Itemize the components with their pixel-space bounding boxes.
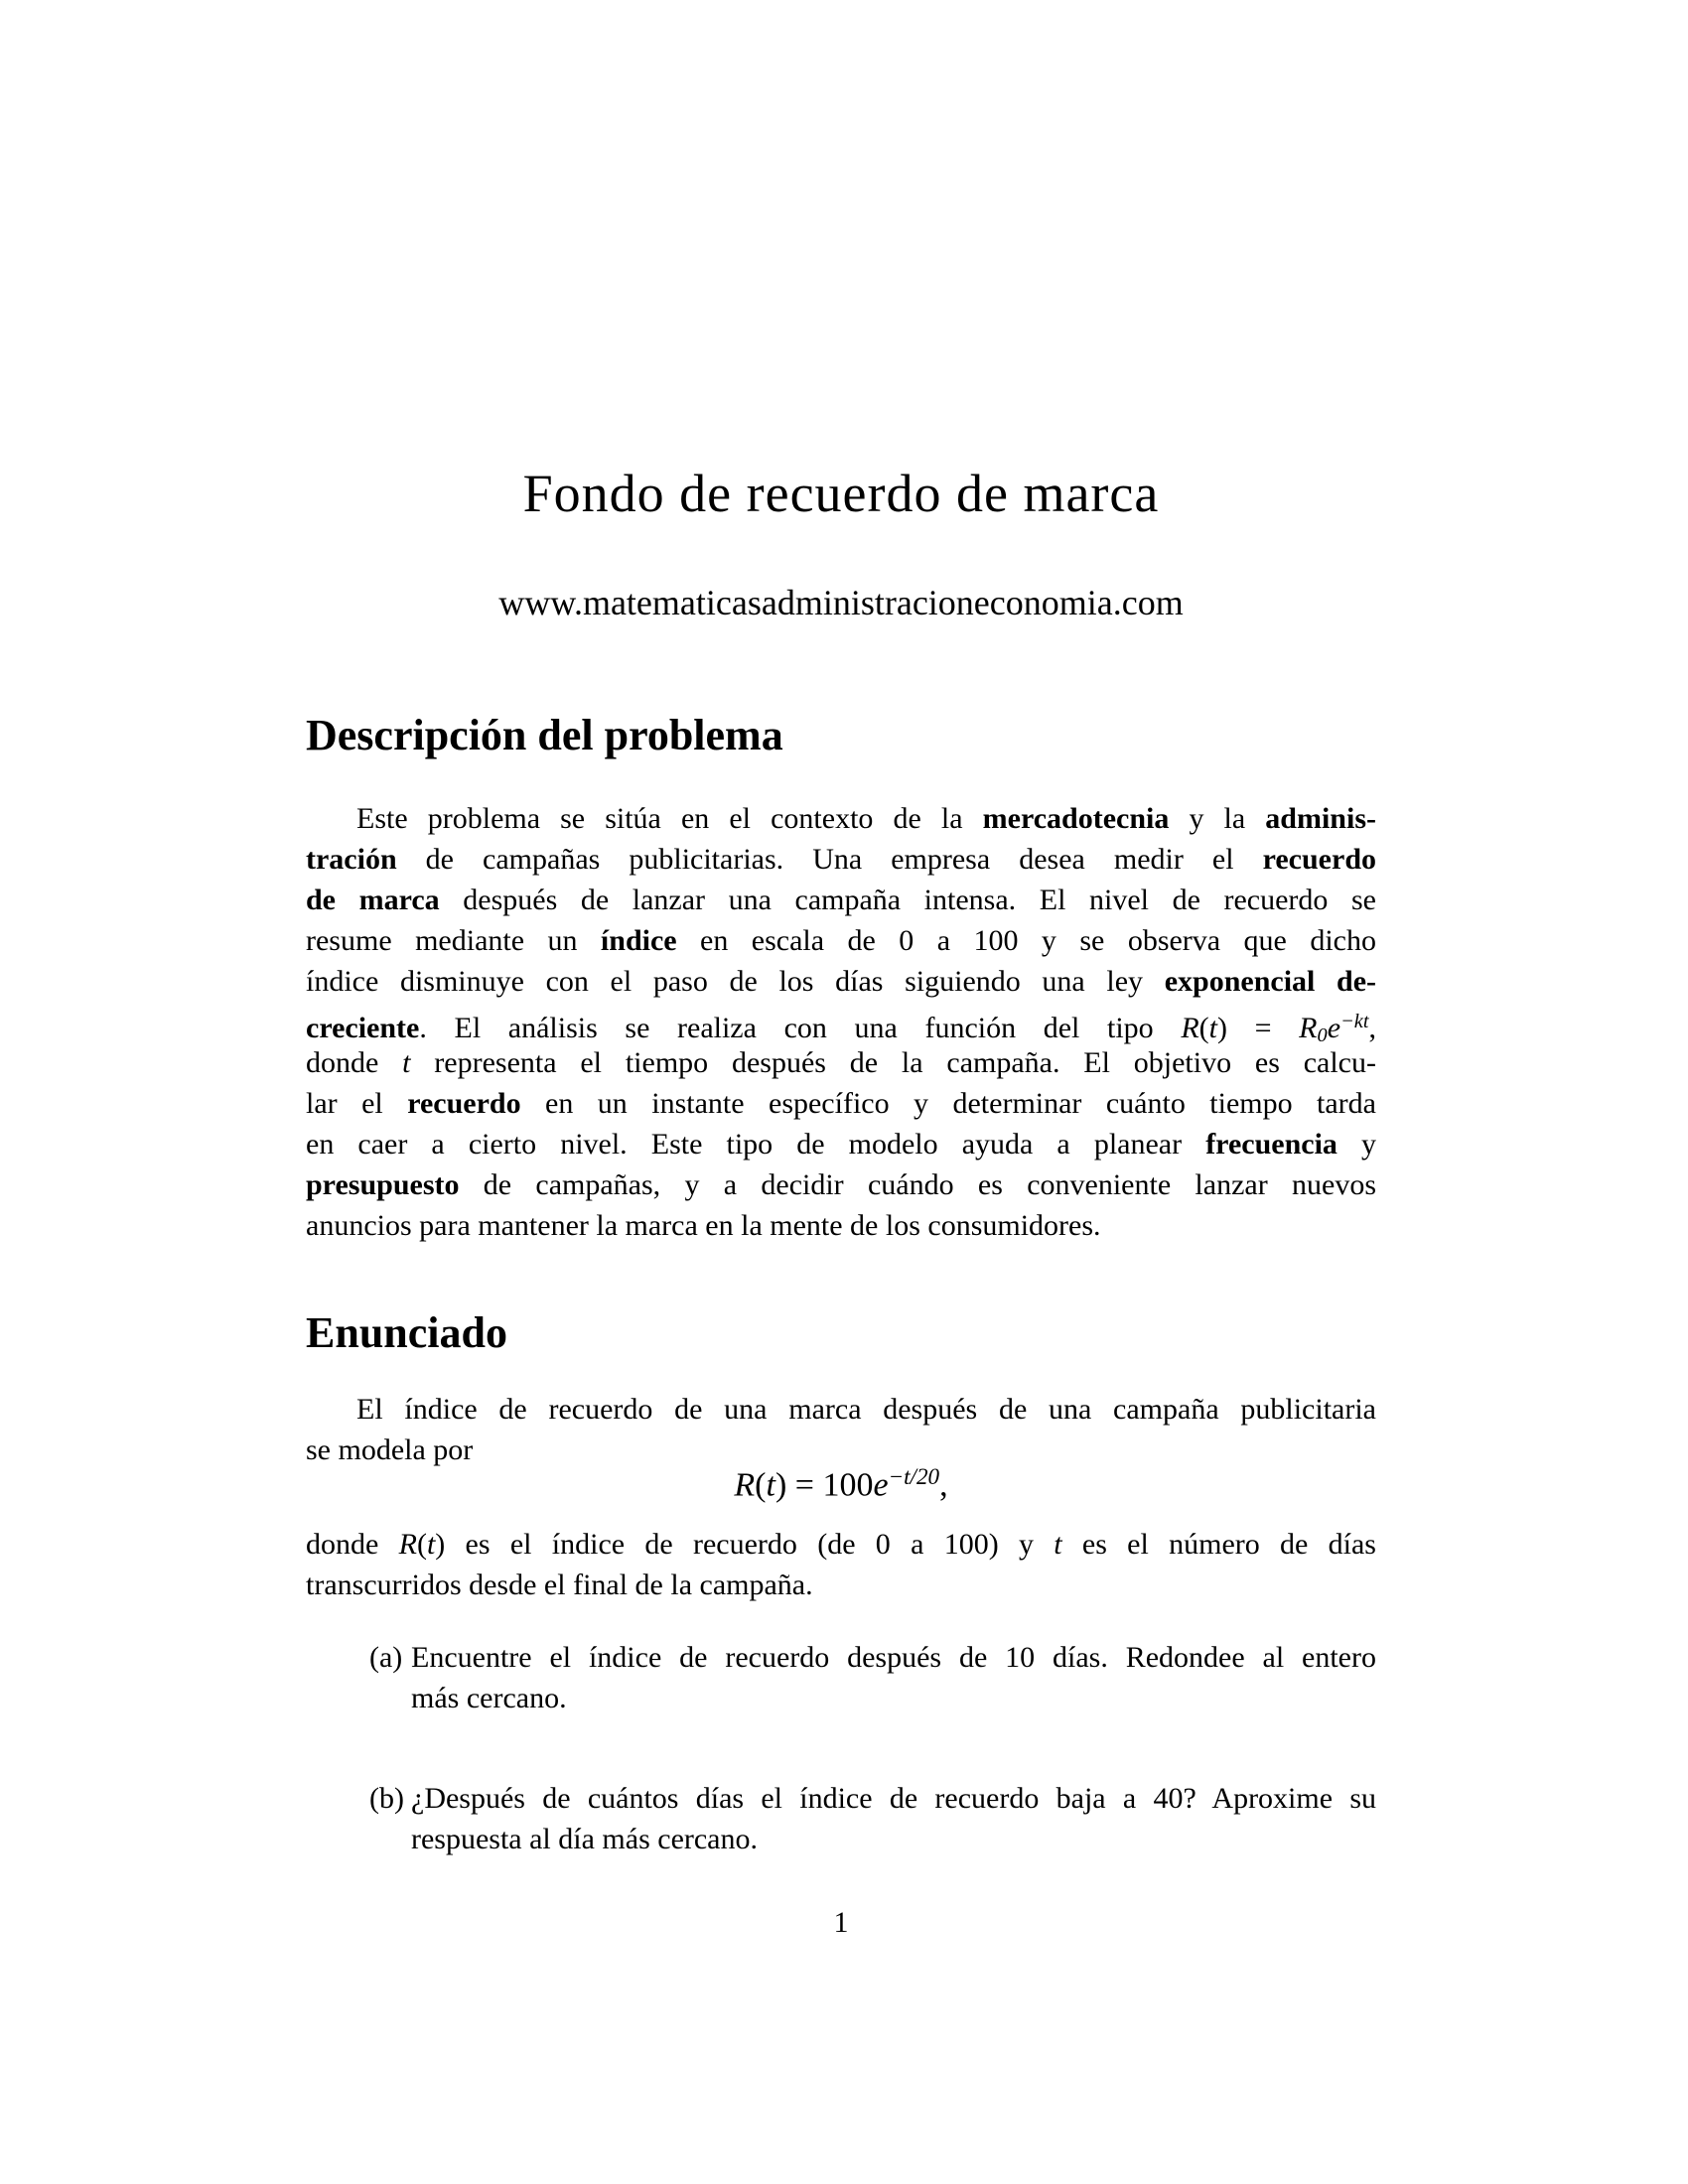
problem-item-a	[306, 1637, 1376, 1718]
site-url: www.matematicasadministracioneconomia.com	[498, 583, 1184, 622]
text-line: Encuentre el índice de recuerdo después de 10 días. Redondee al entero	[411, 1641, 1376, 1674]
text-line: resume mediante un índice en escala de 0 a 100 y se observa que dicho	[306, 924, 1376, 957]
item-a-text	[411, 1637, 1376, 1718]
page-number: 1	[833, 1906, 849, 1939]
text-line: en caer a cierto nivel. Este tipo de modelo ayuda a planear frecuencia y	[306, 1128, 1377, 1160]
text-line: lar el recuerdo en un instante específico y determinar cuánto tiempo tarda	[306, 1087, 1376, 1120]
text-line: transcurridos desde el final de la campaña.	[306, 1569, 813, 1601]
document-title: Fondo de recuerdo de marca	[522, 464, 1160, 523]
text-line: donde R(t) es el índice de recuerdo (de 0 a 100) y t es el número de días	[306, 1528, 1376, 1561]
text-line: El índice de recuerdo de una marca después de una campaña publicitaria	[356, 1393, 1376, 1426]
problem-item-b	[306, 1778, 1376, 1859]
item-b-label: (b)	[369, 1782, 404, 1815]
paragraph-formula-explain	[306, 1524, 1376, 1605]
text-line: creciente. El análisis se realiza con una función del tipo $R(t) = R0e^{-kt}$,	[306, 1011, 1376, 1046]
text-line: Este problema se sitúa en el contexto de la mercadotecnia y la adminis-	[356, 802, 1376, 835]
paragraph-descripcion	[306, 798, 1376, 1246]
section-heading-descripcion: Descripción del problema	[306, 711, 783, 759]
text-line: anuncios para mantener la marca en la mente de los consumidores.	[306, 1209, 1101, 1242]
section-heading-enunciado: Enunciado	[306, 1308, 507, 1357]
item-b-text	[411, 1778, 1376, 1859]
text-line: ¿Después de cuántos días el índice de recuerdo baja a 40? Aproxime su	[411, 1782, 1376, 1815]
text-line: tración de campañas publicitarias. Una empresa desea medir el recuerdo	[306, 843, 1376, 876]
text-line: respuesta al día más cercano.	[411, 1823, 758, 1855]
text-line: se modela por	[306, 1433, 474, 1466]
item-a-label: (a)	[369, 1641, 403, 1674]
display-formula: $R(t) = 100e^{-t/20}$,	[734, 1464, 948, 1504]
text-line: de marca después de lanzar una campaña intensa. El nivel de recuerdo se	[306, 884, 1376, 916]
text-line: más cercano.	[411, 1682, 567, 1714]
text-line: donde t representa el tiempo después de la campaña. El objetivo es calcu-	[306, 1046, 1376, 1079]
text-line: índice disminuye con el paso de los días siguiendo una ley exponencial de-	[306, 965, 1376, 998]
text-line: presupuesto de campañas, y a decidir cuándo es conveniente lanzar nuevos	[306, 1168, 1376, 1201]
